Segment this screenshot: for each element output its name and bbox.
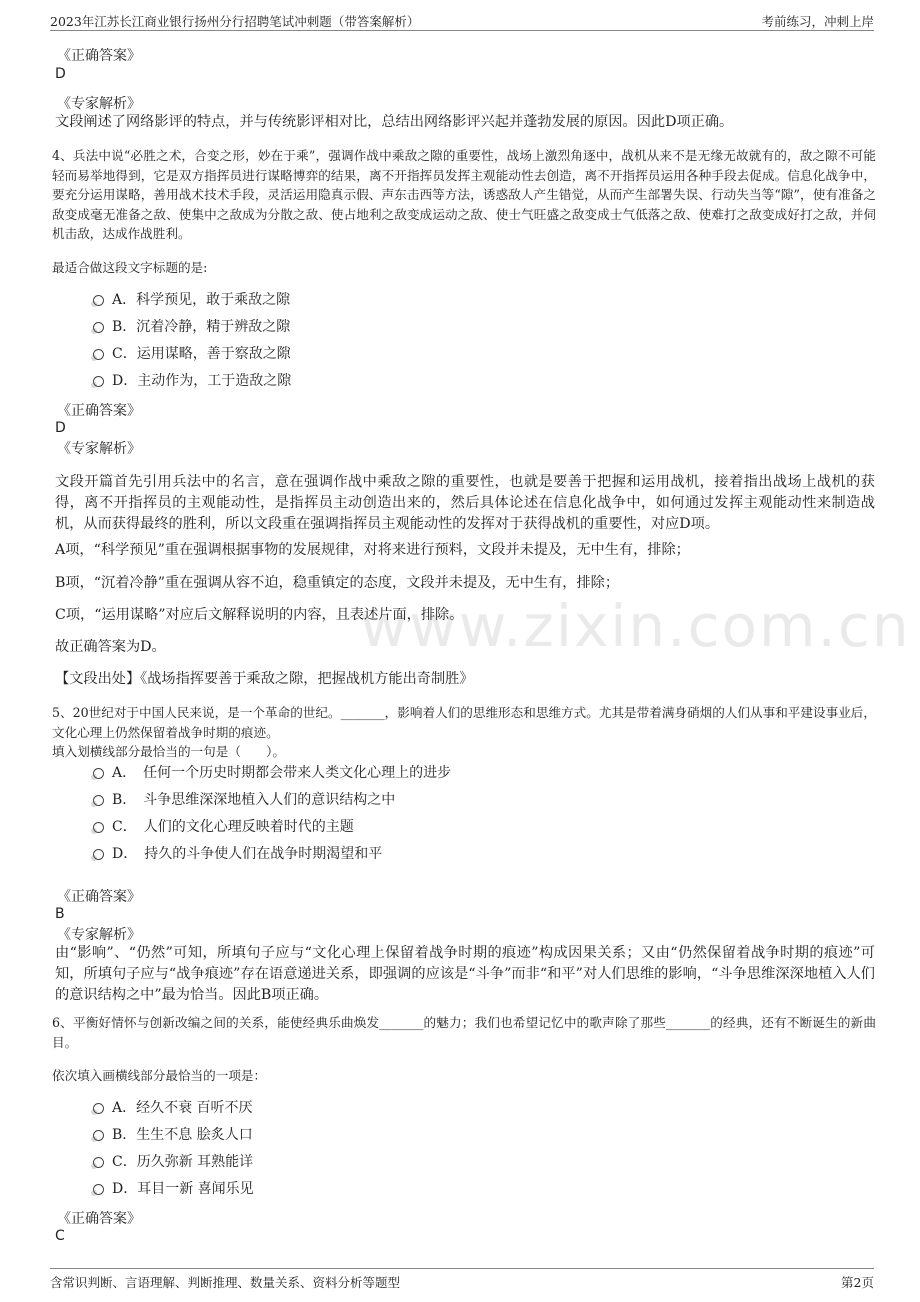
radio-icon[interactable]	[93, 795, 104, 806]
q4-answer-label: 《正确答案》	[57, 403, 141, 419]
q6-option-d[interactable]: D．耳目一新 喜闻乐见	[93, 1179, 254, 1199]
radio-icon[interactable]	[93, 1157, 104, 1168]
q5-option-c[interactable]: C． 人们的文化心理反映着时代的主题	[93, 817, 354, 837]
q4-analysis-b: B项，“沉着冷静”重在强调从容不迫，稳重镇定的态度，文段并未提及，无中生有，排除；	[55, 575, 620, 591]
page-footer	[50, 1268, 874, 1295]
page-number: 第2页	[841, 1275, 874, 1290]
q5-analysis: 由“影响”、“仍然”可知，所填句子应与“文化心理上保留着战争时期的痕迹”构成因果关系；又由“仍然保留着战争时期的痕迹”可知，所填句子应与“战争痕迹”存在语意递进关系，即强调的应该是“斗争”而非“和平”对人们思维的影响，“斗争思维深深地植入人们的意识结构之中”最为恰当。因此B项正确。	[55, 945, 875, 1003]
q6-answer-label: 《正确答案》	[57, 1211, 141, 1227]
q6-stem: 6、平衡好情怀与创新改编之间的关系，能使经典乐曲焕发_______的魅力；我们也希望记忆中的歌声除了那些_______的经典，还有不断诞生的新曲目。	[52, 1015, 876, 1050]
q5-option-b[interactable]: B． 斗争思维深深地植入人们的意识结构之中	[93, 790, 395, 810]
radio-icon[interactable]	[93, 1130, 104, 1141]
q4-option-d[interactable]: D．主动作为，工于造敌之隙	[93, 371, 291, 391]
radio-icon[interactable]	[93, 322, 104, 333]
radio-icon[interactable]	[93, 822, 104, 833]
q4-answer: D	[55, 420, 66, 436]
q3-answer: D	[55, 66, 66, 82]
q6-prompt: 依次填入画横线部分最恰当的一项是：	[52, 1068, 267, 1083]
radio-icon[interactable]	[93, 376, 104, 387]
radio-icon[interactable]	[93, 768, 104, 779]
q5-analysis-label: 《专家解析》	[57, 927, 141, 943]
q3-analysis-label: 《专家解析》	[57, 96, 141, 112]
q5-option-a[interactable]: A． 任何一个历史时期都会带来人类文化心理上的进步	[93, 763, 451, 783]
q6-option-a[interactable]: A．经久不衰 百听不厌	[93, 1098, 253, 1118]
header-slogan: 考前练习，冲刺上岸	[761, 14, 874, 29]
page-header	[50, 8, 874, 31]
q5-prompt: 填入划横线部分最恰当的一句是（ ）。	[52, 744, 285, 759]
q6-option-b[interactable]: B．生生不息 脍炙人口	[93, 1125, 253, 1145]
q4-option-c[interactable]: C．运用谋略，善于察敌之隙	[93, 344, 291, 364]
footer-question-types: 含常识判断、言语理解、判断推理、数量关系、资料分析等题型	[50, 1275, 401, 1290]
q4-analysis-label: 《专家解析》	[57, 441, 141, 457]
q3-answer-label: 《正确答案》	[57, 48, 141, 64]
radio-icon[interactable]	[93, 1103, 104, 1114]
q3-analysis: 文段阐述了网络影评的特点，并与传统影评相对比，总结出网络影评兴起并蓬勃发展的原因。因此D项正确。	[55, 114, 734, 130]
q5-option-d[interactable]: D． 持久的斗争使人们在战争时期渴望和平	[93, 844, 382, 864]
q4-option-b[interactable]: B．沉着冷静，精于辨敌之隙	[93, 317, 290, 337]
q4-option-a[interactable]: A．科学预见，敢于乘敌之隙	[93, 290, 290, 310]
radio-icon[interactable]	[93, 295, 104, 306]
q5-answer-label: 《正确答案》	[57, 889, 141, 905]
q4-prompt: 最适合做这段文字标题的是:	[52, 260, 208, 275]
radio-icon[interactable]	[93, 1184, 104, 1195]
q6-option-c[interactable]: C．历久弥新 耳熟能详	[93, 1152, 253, 1172]
radio-icon[interactable]	[93, 849, 104, 860]
q4-source: 【文段出处】《战场指挥要善于乘敌之隙，把握战机方能出奇制胜》	[55, 671, 474, 687]
radio-icon[interactable]	[93, 349, 104, 360]
q4-analysis-a: A项，“科学预见”重在强调根据事物的发展规律，对将来进行预料，文段并未提及，无中生有，排除；	[55, 542, 690, 558]
q4-conclusion: 故正确答案为D。	[55, 639, 166, 655]
q4-stem: 4、兵法中说“必胜之术，合变之形，妙在于乘”，强调作战中乘敌之隙的重要性，战场上激烈角逐中，战机从来不是无缘无故就有的，敌之隙不可能轻而易举地得到，它是双方指挥员进行谋略博弈的结果，离不开指挥员发挥主观能动性去创造，离不开指挥员运用各种手段去促成。信息化战争中，要充分运用谋略，善用战术技术手段，灵活运用隐真示假、声东击西等方法，诱惑敌人产生错觉，从而产生部署失误、行动失当等“隙”，使有准备之敌变成毫无准备之敌、使集中之敌成为分散之敌、使占地利之敌变成运动之敌、使士气旺盛之敌变成士气低落之敌、使难打之敌变成好打之敌，并伺机击敌，达成作战胜利。	[52, 148, 876, 241]
q5-answer: B	[55, 906, 65, 922]
q5-stem: 5、20世纪对于中国人民来说，是一个革命的世纪。_______，影响着人们的思维形态和思维方式。尤其是带着满身硝烟的人们从事和平建设事业后，文化心理上仍然保留着战争时期的痕迹。	[52, 705, 876, 740]
document-title: 2023年江苏长江商业银行扬州分行招聘笔试冲刺题（带答案解析）	[50, 14, 420, 29]
q4-analysis-c: C项，“运用谋略”对应后文解释说明的内容，且表述片面，排除。	[55, 607, 464, 623]
q6-answer: C	[55, 1228, 65, 1244]
q4-analysis-main: 文段开篇首先引用兵法中的名言，意在强调作战中乘敌之隙的重要性，也就是要善于把握和运用战机，接着指出战场上战机的获得，离不开指挥员的主观能动性，是指挥员主动创造出来的，然后具体论述在信息化战争中，如何通过发挥主观能动性来制造战机，从而获得最终的胜利，所以文段重在强调指挥员主观能动性的发挥对于获得战机的重要性，对应D项。	[55, 474, 875, 532]
watermark: www.zixin.com.cn	[360, 592, 911, 660]
